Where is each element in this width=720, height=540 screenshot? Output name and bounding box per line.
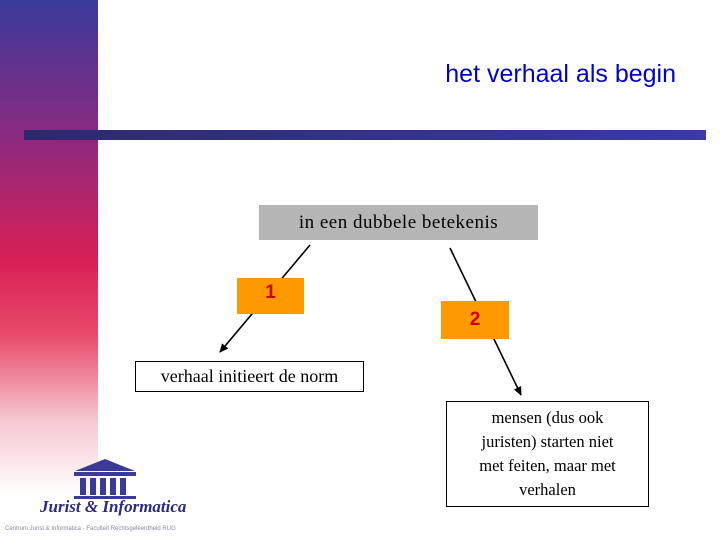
root-concept-box: in een dubbele betekenis — [259, 205, 538, 240]
branch-2-line: verhalen — [519, 480, 576, 499]
branch-2-number-badge: 2 — [441, 301, 509, 339]
footer-caption: Centrum Jurist & Informatica · Faculteit Rechtsgeleerdheid RUG — [5, 526, 176, 532]
branch-1-text-box: verhaal initieert de norm — [135, 361, 364, 392]
branch-2-line: mensen (dus ook — [491, 408, 604, 427]
logo-wordmark: Jurist & Informatica — [40, 497, 187, 516]
branch-2-line: met feiten, maar met — [479, 456, 616, 475]
branch-2-line: juristen) starten niet — [481, 432, 614, 451]
branch-1-number-badge: 1 — [237, 278, 304, 314]
slide-title: het verhaal als begin — [445, 60, 676, 88]
branch-2-text-box — [446, 401, 649, 507]
